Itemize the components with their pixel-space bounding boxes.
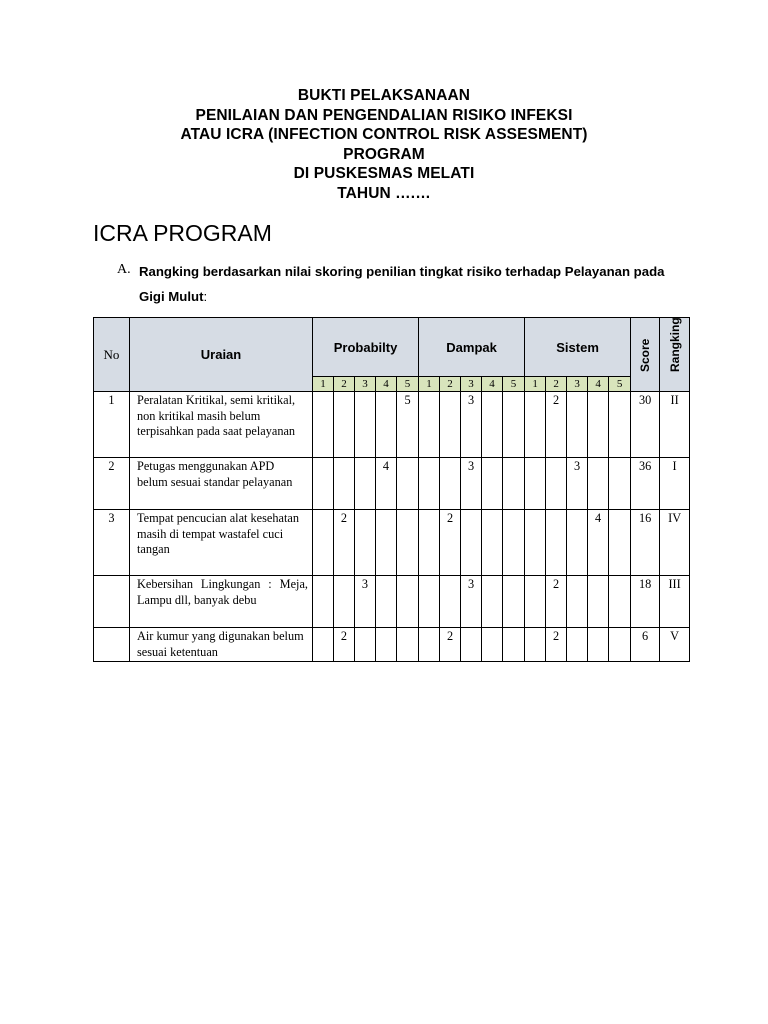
rating-cell-sistem	[546, 458, 567, 510]
table-row	[94, 576, 690, 628]
score-label: Score	[638, 338, 653, 372]
column-header-no: No	[94, 318, 130, 392]
rating-cell-dampak	[482, 628, 503, 662]
row-number: 1	[94, 392, 130, 458]
rating-cell-sistem	[567, 392, 588, 458]
rating-cell-dampak	[440, 458, 461, 510]
rating-cell-sistem	[609, 510, 631, 576]
rangking-label: Rangking	[667, 317, 682, 372]
row-description: Tempat pencucian alat kesehatan masih di tempat wastafel cuci tangan	[130, 510, 313, 576]
title-line: BUKTI PELAKSANAAN	[297, 87, 471, 104]
row-number: 3	[94, 510, 130, 576]
rating-cell-sistem	[609, 458, 631, 510]
scale-cell-dampak: 1	[419, 377, 440, 392]
rank-cell: V	[660, 628, 690, 662]
rating-cell-prob: 2	[334, 628, 355, 662]
rating-cell-sistem	[588, 392, 609, 458]
scale-cell-dampak: 4	[482, 377, 503, 392]
section-heading: ICRA PROGRAM	[93, 220, 272, 246]
rating-cell-sistem	[588, 576, 609, 628]
row-description: Petugas menggunakan APD belum sesuai standar pelayanan	[130, 458, 313, 510]
rating-cell-dampak: 2	[440, 510, 461, 576]
rating-cell-dampak	[419, 458, 440, 510]
rating-cell-prob	[376, 576, 397, 628]
rating-cell-dampak	[461, 628, 482, 662]
rating-cell-sistem: 2	[546, 392, 567, 458]
rank-cell: II	[660, 392, 690, 458]
rating-cell-sistem	[588, 458, 609, 510]
document-title	[0, 86, 768, 204]
column-header-sistem: Sistem	[525, 318, 631, 377]
column-header-uraian: Uraian	[130, 318, 313, 392]
rating-cell-dampak	[440, 392, 461, 458]
rating-cell-sistem: 2	[546, 576, 567, 628]
row-description: Peralatan Kritikal, semi kritikal, non kritikal masih belum terpisahkan pada saat pelayanan	[130, 392, 313, 458]
title-line: PENILAIAN DAN PENGENDALIAN RISIKO INFEKSI	[195, 106, 573, 124]
rating-cell-dampak	[419, 628, 440, 662]
column-header-dampak: Dampak	[419, 318, 525, 377]
rating-cell-dampak	[440, 576, 461, 628]
rating-cell-sistem	[525, 458, 546, 510]
rating-cell-prob	[334, 392, 355, 458]
title-line: ATAU ICRA (INFECTION CONTROL RISK ASSESMENT)	[180, 126, 588, 144]
rating-cell-prob	[334, 576, 355, 628]
rating-cell-prob	[376, 628, 397, 662]
scale-cell-probability: 4	[376, 377, 397, 392]
rating-cell-prob	[334, 458, 355, 510]
title-line: TAHUN ….…	[337, 184, 431, 202]
scale-cell-dampak: 5	[503, 377, 525, 392]
list-item-label: Rangking berdasarkan nilai skoring penilian tingkat risiko terhadap Pelayanan pada Gigi Mulut	[139, 264, 665, 304]
rating-cell-sistem: 3	[567, 458, 588, 510]
rating-cell-dampak	[503, 576, 525, 628]
rating-cell-sistem	[609, 392, 631, 458]
rating-cell-sistem	[609, 628, 631, 662]
rating-cell-dampak: 3	[461, 576, 482, 628]
rating-cell-prob	[355, 392, 376, 458]
rating-cell-dampak: 3	[461, 458, 482, 510]
rating-cell-sistem	[546, 510, 567, 576]
scale-cell-sistem: 5	[609, 377, 631, 392]
score-cell: 30	[631, 392, 660, 458]
rating-cell-prob	[313, 392, 334, 458]
row-number: 2	[94, 458, 130, 510]
rating-cell-sistem	[525, 628, 546, 662]
rating-cell-dampak: 2	[440, 628, 461, 662]
scale-cell-probability: 1	[313, 377, 334, 392]
rating-cell-sistem	[567, 510, 588, 576]
table-row	[94, 392, 690, 458]
rating-cell-prob	[355, 510, 376, 576]
rating-cell-dampak	[482, 458, 503, 510]
icra-table-body	[94, 318, 690, 662]
rating-cell-sistem	[609, 576, 631, 628]
rating-cell-prob	[397, 458, 419, 510]
score-cell: 36	[631, 458, 660, 510]
title-line: DI PUSKESMAS MELATI	[293, 165, 475, 183]
rating-cell-dampak	[482, 392, 503, 458]
scale-cell-sistem: 3	[567, 377, 588, 392]
rating-cell-sistem	[525, 392, 546, 458]
scale-cell-sistem: 1	[525, 377, 546, 392]
row-number	[94, 628, 130, 662]
scale-cell-probability: 3	[355, 377, 376, 392]
rating-cell-sistem	[567, 576, 588, 628]
rating-cell-dampak	[419, 510, 440, 576]
rating-cell-prob	[397, 576, 419, 628]
rating-cell-dampak	[482, 576, 503, 628]
scale-cell-probability: 2	[334, 377, 355, 392]
score-cell: 6	[631, 628, 660, 662]
list-item-colon: :	[203, 288, 208, 304]
list-item-text	[139, 260, 687, 309]
rating-cell-prob: 3	[355, 576, 376, 628]
rating-cell-sistem: 4	[588, 510, 609, 576]
rating-cell-dampak	[503, 392, 525, 458]
rating-cell-sistem	[525, 510, 546, 576]
icra-table	[93, 317, 690, 662]
rating-cell-dampak	[419, 576, 440, 628]
rating-cell-prob: 2	[334, 510, 355, 576]
rating-cell-prob	[313, 458, 334, 510]
rating-cell-dampak	[419, 392, 440, 458]
scale-cell-sistem: 2	[546, 377, 567, 392]
rating-cell-sistem	[525, 576, 546, 628]
rating-cell-prob	[313, 628, 334, 662]
rating-cell-prob: 4	[376, 458, 397, 510]
rating-cell-prob	[376, 510, 397, 576]
table-row	[94, 510, 690, 576]
rating-cell-sistem	[588, 628, 609, 662]
score-cell: 16	[631, 510, 660, 576]
rating-cell-prob	[355, 628, 376, 662]
rating-cell-sistem	[567, 628, 588, 662]
rating-cell-prob	[313, 576, 334, 628]
score-cell: 18	[631, 576, 660, 628]
column-header-probability: Probabilty	[313, 318, 419, 377]
rating-cell-dampak	[503, 510, 525, 576]
rating-cell-prob	[397, 628, 419, 662]
rating-cell-dampak	[461, 510, 482, 576]
rank-cell: III	[660, 576, 690, 628]
rating-cell-dampak	[503, 458, 525, 510]
list-marker: A.	[117, 262, 131, 277]
scale-cell-sistem: 4	[588, 377, 609, 392]
rating-cell-sistem: 2	[546, 628, 567, 662]
rating-cell-dampak	[503, 628, 525, 662]
row-number	[94, 576, 130, 628]
table-row	[94, 458, 690, 510]
rating-cell-prob	[313, 510, 334, 576]
scale-cell-dampak: 3	[461, 377, 482, 392]
rank-cell: I	[660, 458, 690, 510]
title-line: PROGRAM	[343, 145, 425, 163]
row-description: Kebersihan Lingkungan : Meja, Lampu dll, banyak debu	[130, 576, 313, 628]
scale-cell-probability: 5	[397, 377, 419, 392]
rating-cell-prob: 5	[397, 392, 419, 458]
row-description: Air kumur yang digunakan belum sesuai ketentuan	[130, 628, 313, 662]
rating-cell-prob	[397, 510, 419, 576]
column-header-score	[631, 318, 660, 392]
table-row	[94, 628, 690, 662]
scale-cell-dampak: 2	[440, 377, 461, 392]
rank-cell: IV	[660, 510, 690, 576]
rating-cell-dampak: 3	[461, 392, 482, 458]
column-header-rangking	[660, 318, 690, 392]
table-header-row	[94, 318, 690, 377]
rating-cell-prob	[355, 458, 376, 510]
rating-cell-prob	[376, 392, 397, 458]
rating-cell-dampak	[482, 510, 503, 576]
